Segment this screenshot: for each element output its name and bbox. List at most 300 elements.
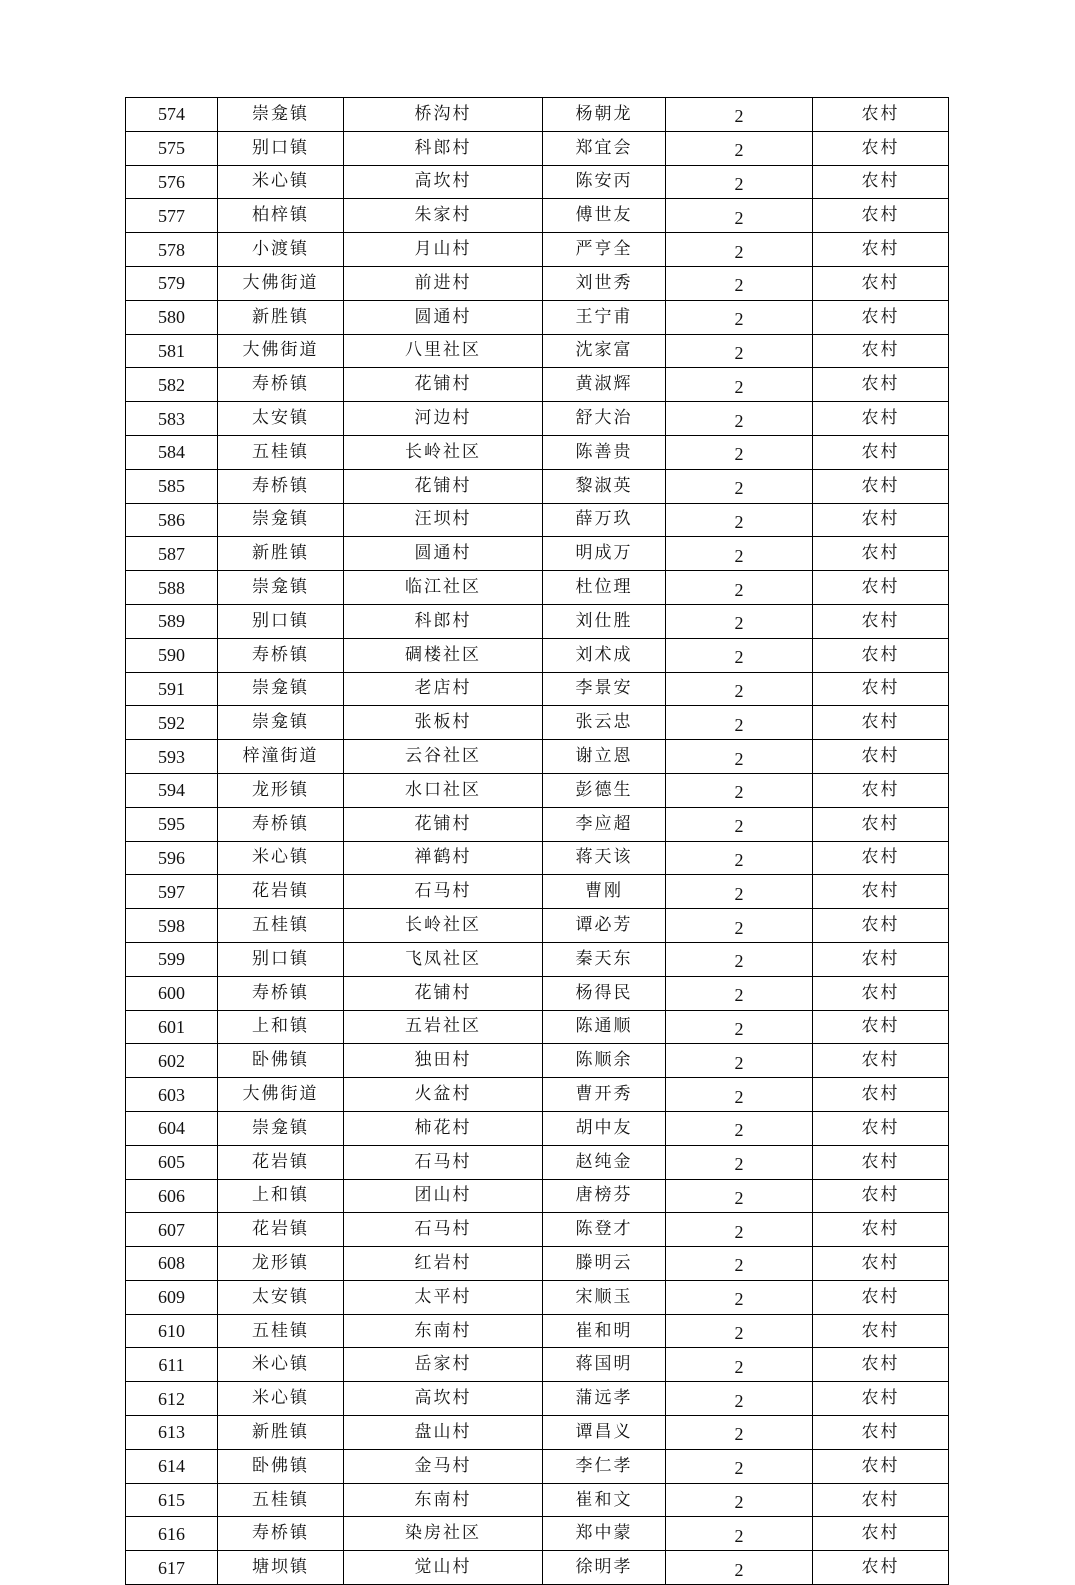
count-cell: 2 (666, 875, 813, 909)
row-number: 612 (126, 1382, 218, 1416)
row-number: 609 (126, 1280, 218, 1314)
village-cell: 盘山村 (344, 1416, 543, 1450)
village-cell: 长岭社区 (344, 435, 543, 469)
type-cell: 农村 (813, 807, 949, 841)
village-cell: 独田村 (344, 1044, 543, 1078)
table-row (126, 402, 949, 436)
name-cell: 徐明孝 (543, 1551, 666, 1585)
town-cell: 崇龛镇 (218, 98, 344, 132)
name-cell: 曹刚 (543, 875, 666, 909)
type-cell: 农村 (813, 131, 949, 165)
type-cell: 农村 (813, 1416, 949, 1450)
table-row (126, 1280, 949, 1314)
table-row (126, 942, 949, 976)
row-number: 595 (126, 807, 218, 841)
village-cell: 科郎村 (344, 604, 543, 638)
type-cell: 农村 (813, 402, 949, 436)
count-cell: 2 (666, 368, 813, 402)
row-number: 580 (126, 300, 218, 334)
type-cell: 农村 (813, 604, 949, 638)
count-cell: 2 (666, 334, 813, 368)
town-cell: 新胜镇 (218, 537, 344, 571)
name-cell: 严亨全 (543, 233, 666, 267)
count-cell: 2 (666, 199, 813, 233)
town-cell: 米心镇 (218, 165, 344, 199)
town-cell: 大佛街道 (218, 1078, 344, 1112)
town-cell: 米心镇 (218, 1382, 344, 1416)
table-row (126, 266, 949, 300)
type-cell: 农村 (813, 1247, 949, 1281)
village-cell: 桥沟村 (344, 98, 543, 132)
village-cell: 水口社区 (344, 773, 543, 807)
row-number: 587 (126, 537, 218, 571)
name-cell: 王宁甫 (543, 300, 666, 334)
table-row (126, 1517, 949, 1551)
table-row (126, 672, 949, 706)
table-row (126, 841, 949, 875)
count-cell: 2 (666, 1213, 813, 1247)
village-cell: 花铺村 (344, 469, 543, 503)
row-number: 590 (126, 638, 218, 672)
count-cell: 2 (666, 1145, 813, 1179)
row-number: 611 (126, 1348, 218, 1382)
count-cell: 2 (666, 909, 813, 943)
name-cell: 舒大治 (543, 402, 666, 436)
row-number: 585 (126, 469, 218, 503)
row-number: 616 (126, 1517, 218, 1551)
table-row (126, 638, 949, 672)
table-row (126, 1382, 949, 1416)
row-number: 592 (126, 706, 218, 740)
type-cell: 农村 (813, 976, 949, 1010)
row-number: 600 (126, 976, 218, 1010)
name-cell: 崔和文 (543, 1483, 666, 1517)
town-cell: 寿桥镇 (218, 976, 344, 1010)
village-cell: 火盆村 (344, 1078, 543, 1112)
town-cell: 别口镇 (218, 604, 344, 638)
town-cell: 寿桥镇 (218, 368, 344, 402)
town-cell: 米心镇 (218, 841, 344, 875)
type-cell: 农村 (813, 1111, 949, 1145)
town-cell: 崇龛镇 (218, 503, 344, 537)
town-cell: 花岩镇 (218, 1213, 344, 1247)
name-cell: 蒲远孝 (543, 1382, 666, 1416)
row-number: 588 (126, 571, 218, 605)
table-row (126, 368, 949, 402)
table-row (126, 807, 949, 841)
name-cell: 郑中蒙 (543, 1517, 666, 1551)
table-row (126, 1247, 949, 1281)
town-cell: 小渡镇 (218, 233, 344, 267)
row-number: 576 (126, 165, 218, 199)
count-cell: 2 (666, 131, 813, 165)
type-cell: 农村 (813, 841, 949, 875)
name-cell: 刘术成 (543, 638, 666, 672)
town-cell: 卧佛镇 (218, 1044, 344, 1078)
name-cell: 谭昌义 (543, 1416, 666, 1450)
type-cell: 农村 (813, 435, 949, 469)
name-cell: 黎淑英 (543, 469, 666, 503)
village-cell: 太平村 (344, 1280, 543, 1314)
village-cell: 老店村 (344, 672, 543, 706)
table-row (126, 300, 949, 334)
town-cell: 五桂镇 (218, 909, 344, 943)
row-number: 603 (126, 1078, 218, 1112)
type-cell: 农村 (813, 571, 949, 605)
table-row (126, 1179, 949, 1213)
town-cell: 崇龛镇 (218, 571, 344, 605)
type-cell: 农村 (813, 1280, 949, 1314)
table-row (126, 1078, 949, 1112)
row-number: 583 (126, 402, 218, 436)
village-cell: 石马村 (344, 1145, 543, 1179)
count-cell: 2 (666, 435, 813, 469)
row-number: 613 (126, 1416, 218, 1450)
type-cell: 农村 (813, 773, 949, 807)
town-cell: 崇龛镇 (218, 706, 344, 740)
table-row (126, 503, 949, 537)
table-row (126, 740, 949, 774)
row-number: 597 (126, 875, 218, 909)
village-cell: 团山村 (344, 1179, 543, 1213)
type-cell: 农村 (813, 1382, 949, 1416)
table-row (126, 875, 949, 909)
town-cell: 柏梓镇 (218, 199, 344, 233)
type-cell: 农村 (813, 266, 949, 300)
name-cell: 彭德生 (543, 773, 666, 807)
type-cell: 农村 (813, 199, 949, 233)
town-cell: 大佛街道 (218, 334, 344, 368)
count-cell: 2 (666, 1416, 813, 1450)
village-cell: 高坎村 (344, 1382, 543, 1416)
type-cell: 农村 (813, 1010, 949, 1044)
town-cell: 龙形镇 (218, 1247, 344, 1281)
type-cell: 农村 (813, 638, 949, 672)
type-cell: 农村 (813, 1145, 949, 1179)
count-cell: 2 (666, 1010, 813, 1044)
type-cell: 农村 (813, 469, 949, 503)
row-number: 579 (126, 266, 218, 300)
row-number: 584 (126, 435, 218, 469)
type-cell: 农村 (813, 334, 949, 368)
name-cell: 陈通顺 (543, 1010, 666, 1044)
village-cell: 八里社区 (344, 334, 543, 368)
name-cell: 陈顺余 (543, 1044, 666, 1078)
name-cell: 蒋天该 (543, 841, 666, 875)
town-cell: 新胜镇 (218, 1416, 344, 1450)
row-number: 601 (126, 1010, 218, 1044)
row-number: 581 (126, 334, 218, 368)
village-cell: 染房社区 (344, 1517, 543, 1551)
type-cell: 农村 (813, 1179, 949, 1213)
count-cell: 2 (666, 1280, 813, 1314)
type-cell: 农村 (813, 672, 949, 706)
name-cell: 胡中友 (543, 1111, 666, 1145)
table-row (126, 1044, 949, 1078)
village-cell: 五岩社区 (344, 1010, 543, 1044)
table-row (126, 571, 949, 605)
table-row (126, 435, 949, 469)
type-cell: 农村 (813, 1314, 949, 1348)
table-row (126, 165, 949, 199)
row-number: 614 (126, 1449, 218, 1483)
row-number: 575 (126, 131, 218, 165)
table-row (126, 1416, 949, 1450)
name-cell: 蒋国明 (543, 1348, 666, 1382)
row-number: 577 (126, 199, 218, 233)
beneficiary-table (125, 97, 949, 1585)
type-cell: 农村 (813, 537, 949, 571)
type-cell: 农村 (813, 1551, 949, 1585)
type-cell: 农村 (813, 740, 949, 774)
town-cell: 大佛街道 (218, 266, 344, 300)
count-cell: 2 (666, 165, 813, 199)
village-cell: 云谷社区 (344, 740, 543, 774)
table-row (126, 706, 949, 740)
town-cell: 寿桥镇 (218, 807, 344, 841)
type-cell: 农村 (813, 909, 949, 943)
type-cell: 农村 (813, 1348, 949, 1382)
count-cell: 2 (666, 233, 813, 267)
town-cell: 五桂镇 (218, 435, 344, 469)
town-cell: 五桂镇 (218, 1314, 344, 1348)
village-cell: 高坎村 (344, 165, 543, 199)
type-cell: 农村 (813, 1483, 949, 1517)
village-cell: 石马村 (344, 1213, 543, 1247)
row-number: 591 (126, 672, 218, 706)
count-cell: 2 (666, 1179, 813, 1213)
row-number: 602 (126, 1044, 218, 1078)
village-cell: 长岭社区 (344, 909, 543, 943)
town-cell: 别口镇 (218, 131, 344, 165)
town-cell: 五桂镇 (218, 1483, 344, 1517)
table-row (126, 976, 949, 1010)
type-cell: 农村 (813, 1449, 949, 1483)
table-row (126, 537, 949, 571)
count-cell: 2 (666, 1517, 813, 1551)
town-cell: 太安镇 (218, 402, 344, 436)
village-cell: 禅鹤村 (344, 841, 543, 875)
row-number: 594 (126, 773, 218, 807)
name-cell: 陈安丙 (543, 165, 666, 199)
name-cell: 刘世秀 (543, 266, 666, 300)
type-cell: 农村 (813, 1517, 949, 1551)
village-cell: 东南村 (344, 1314, 543, 1348)
table-row (126, 1213, 949, 1247)
type-cell: 农村 (813, 503, 949, 537)
row-number: 578 (126, 233, 218, 267)
village-cell: 飞凤社区 (344, 942, 543, 976)
name-cell: 杨得民 (543, 976, 666, 1010)
village-cell: 月山村 (344, 233, 543, 267)
town-cell: 龙形镇 (218, 773, 344, 807)
town-cell: 别口镇 (218, 942, 344, 976)
table-row (126, 909, 949, 943)
village-cell: 石马村 (344, 875, 543, 909)
village-cell: 红岩村 (344, 1247, 543, 1281)
village-cell: 朱家村 (344, 199, 543, 233)
name-cell: 黄淑辉 (543, 368, 666, 402)
table-row (126, 199, 949, 233)
count-cell: 2 (666, 706, 813, 740)
row-number: 615 (126, 1483, 218, 1517)
village-cell: 觉山村 (344, 1551, 543, 1585)
table-row (126, 604, 949, 638)
row-number: 610 (126, 1314, 218, 1348)
village-cell: 张板村 (344, 706, 543, 740)
name-cell: 郑宜会 (543, 131, 666, 165)
count-cell: 2 (666, 503, 813, 537)
type-cell: 农村 (813, 368, 949, 402)
count-cell: 2 (666, 672, 813, 706)
name-cell: 滕明云 (543, 1247, 666, 1281)
count-cell: 2 (666, 942, 813, 976)
type-cell: 农村 (813, 300, 949, 334)
row-number: 599 (126, 942, 218, 976)
type-cell: 农村 (813, 875, 949, 909)
count-cell: 2 (666, 300, 813, 334)
name-cell: 李仁孝 (543, 1449, 666, 1483)
row-number: 586 (126, 503, 218, 537)
name-cell: 谭必芳 (543, 909, 666, 943)
name-cell: 唐榜芬 (543, 1179, 666, 1213)
village-cell: 科郎村 (344, 131, 543, 165)
count-cell: 2 (666, 266, 813, 300)
document-table-container (125, 97, 948, 1585)
town-cell: 崇龛镇 (218, 1111, 344, 1145)
village-cell: 岳家村 (344, 1348, 543, 1382)
count-cell: 2 (666, 1483, 813, 1517)
table-row (126, 1551, 949, 1585)
table-row (126, 773, 949, 807)
town-cell: 塘坝镇 (218, 1551, 344, 1585)
village-cell: 柿花村 (344, 1111, 543, 1145)
count-cell: 2 (666, 1348, 813, 1382)
count-cell: 2 (666, 1449, 813, 1483)
count-cell: 2 (666, 841, 813, 875)
row-number: 596 (126, 841, 218, 875)
village-cell: 前进村 (344, 266, 543, 300)
village-cell: 汪坝村 (344, 503, 543, 537)
count-cell: 2 (666, 1551, 813, 1585)
table-row (126, 1314, 949, 1348)
town-cell: 寿桥镇 (218, 638, 344, 672)
count-cell: 2 (666, 1111, 813, 1145)
row-number: 606 (126, 1179, 218, 1213)
row-number: 608 (126, 1247, 218, 1281)
count-cell: 2 (666, 1247, 813, 1281)
village-cell: 花铺村 (344, 368, 543, 402)
town-cell: 崇龛镇 (218, 672, 344, 706)
town-cell: 寿桥镇 (218, 469, 344, 503)
town-cell: 花岩镇 (218, 875, 344, 909)
row-number: 607 (126, 1213, 218, 1247)
name-cell: 刘仕胜 (543, 604, 666, 638)
town-cell: 新胜镇 (218, 300, 344, 334)
village-cell: 花铺村 (344, 807, 543, 841)
village-cell: 河边村 (344, 402, 543, 436)
row-number: 605 (126, 1145, 218, 1179)
count-cell: 2 (666, 604, 813, 638)
type-cell: 农村 (813, 1213, 949, 1247)
table-row (126, 1348, 949, 1382)
town-cell: 上和镇 (218, 1010, 344, 1044)
name-cell: 杜位理 (543, 571, 666, 605)
table-row (126, 1010, 949, 1044)
name-cell: 宋顺玉 (543, 1280, 666, 1314)
type-cell: 农村 (813, 165, 949, 199)
name-cell: 曹开秀 (543, 1078, 666, 1112)
town-cell: 花岩镇 (218, 1145, 344, 1179)
name-cell: 薛万玖 (543, 503, 666, 537)
count-cell: 2 (666, 740, 813, 774)
name-cell: 赵纯金 (543, 1145, 666, 1179)
count-cell: 2 (666, 402, 813, 436)
village-cell: 临江社区 (344, 571, 543, 605)
name-cell: 明成万 (543, 537, 666, 571)
table-row (126, 1145, 949, 1179)
village-cell: 圆通村 (344, 537, 543, 571)
type-cell: 农村 (813, 98, 949, 132)
row-number: 617 (126, 1551, 218, 1585)
village-cell: 金马村 (344, 1449, 543, 1483)
count-cell: 2 (666, 773, 813, 807)
village-cell: 碉楼社区 (344, 638, 543, 672)
table-row (126, 1449, 949, 1483)
type-cell: 农村 (813, 942, 949, 976)
type-cell: 农村 (813, 1078, 949, 1112)
name-cell: 张云忠 (543, 706, 666, 740)
count-cell: 2 (666, 807, 813, 841)
table-row (126, 233, 949, 267)
name-cell: 李景安 (543, 672, 666, 706)
count-cell: 2 (666, 976, 813, 1010)
count-cell: 2 (666, 1314, 813, 1348)
table-row (126, 334, 949, 368)
village-cell: 东南村 (344, 1483, 543, 1517)
table-body (126, 98, 949, 1585)
table-row (126, 469, 949, 503)
name-cell: 谢立恩 (543, 740, 666, 774)
town-cell: 上和镇 (218, 1179, 344, 1213)
town-cell: 梓潼街道 (218, 740, 344, 774)
town-cell: 寿桥镇 (218, 1517, 344, 1551)
count-cell: 2 (666, 1044, 813, 1078)
type-cell: 农村 (813, 1044, 949, 1078)
type-cell: 农村 (813, 233, 949, 267)
table-row (126, 98, 949, 132)
town-cell: 米心镇 (218, 1348, 344, 1382)
table-row (126, 131, 949, 165)
row-number: 589 (126, 604, 218, 638)
town-cell: 卧佛镇 (218, 1449, 344, 1483)
name-cell: 崔和明 (543, 1314, 666, 1348)
count-cell: 2 (666, 98, 813, 132)
name-cell: 傅世友 (543, 199, 666, 233)
row-number: 598 (126, 909, 218, 943)
name-cell: 李应超 (543, 807, 666, 841)
town-cell: 太安镇 (218, 1280, 344, 1314)
row-number: 574 (126, 98, 218, 132)
name-cell: 秦天东 (543, 942, 666, 976)
name-cell: 沈家富 (543, 334, 666, 368)
name-cell: 陈登才 (543, 1213, 666, 1247)
name-cell: 陈善贵 (543, 435, 666, 469)
count-cell: 2 (666, 638, 813, 672)
village-cell: 圆通村 (344, 300, 543, 334)
table-row (126, 1483, 949, 1517)
village-cell: 花铺村 (344, 976, 543, 1010)
